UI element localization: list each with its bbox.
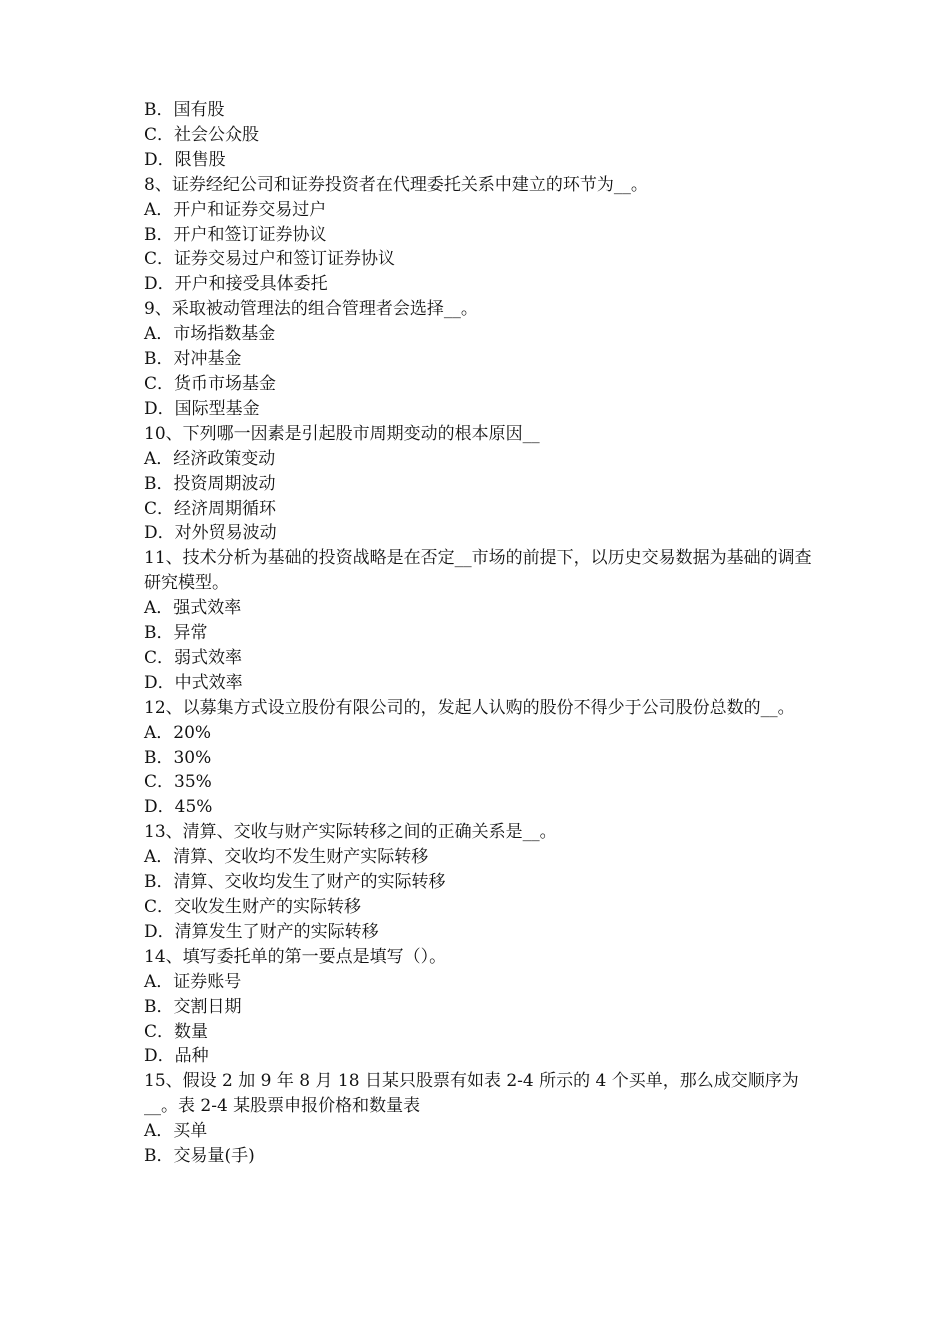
question-13 <box>144 820 814 945</box>
question-stem: 9、采取被动管理法的组合管理者会选择__。 <box>144 299 478 320</box>
option-line: C．弱式效率 <box>144 647 243 668</box>
option-line: C．货币市场基金 <box>144 373 277 394</box>
option-line: B．投资周期波动 <box>144 473 276 494</box>
option-line: C．社会公众股 <box>144 124 260 145</box>
option-line: B．异常 <box>144 623 208 644</box>
option-line: D．限售股 <box>144 149 226 170</box>
option-line: B．国有股 <box>144 100 225 120</box>
question-15 <box>144 1069 814 1169</box>
question-stem: 13、清算、交收与财产实际转移之间的正确关系是__。 <box>144 822 557 843</box>
option-line: C．经济周期循环 <box>144 498 277 519</box>
question-9 <box>144 297 814 422</box>
option-line: C．数量 <box>144 1021 209 1042</box>
question-10 <box>144 422 814 547</box>
option-line: A．买单 <box>144 1121 208 1142</box>
question-stem: 12、以募集方式设立股份有限公司的，发起人认购的股份不得少于公司股份总数的__。 <box>144 697 795 718</box>
option-line: B．清算、交收均发生了财产的实际转移 <box>144 872 446 893</box>
option-line: A．经济政策变动 <box>144 448 276 469</box>
option-line: A．清算、交收均不发生财产实际转移 <box>144 847 429 868</box>
option-line: A．证券账号 <box>144 971 242 992</box>
option-line: D．开户和接受具体委托 <box>144 274 328 295</box>
question-8 <box>144 173 814 298</box>
question-14 <box>144 945 814 1070</box>
option-line: B．30% <box>144 747 212 768</box>
option-line: D．国际型基金 <box>144 398 260 419</box>
option-line: C．35% <box>144 772 212 793</box>
option-line: C．交收发生财产的实际转移 <box>144 897 362 917</box>
document-page <box>144 98 814 1169</box>
option-line: C．证券交易过户和签订证券协议 <box>144 249 396 270</box>
question-stem: 14、填写委托单的第一要点是填写（）。 <box>144 946 447 967</box>
option-line: A．市场指数基金 <box>144 324 276 345</box>
option-line: B．对冲基金 <box>144 349 242 370</box>
question-stem: 15、假设 2 加 9 年 8 月 18 日某只股票有如表 2-4 所示的 4 个买单，那么成交顺序为__。表 2-4 某股票申报价格和数量表 <box>144 1071 799 1117</box>
option-line: D．对外贸易波动 <box>144 523 277 544</box>
option-line: D．45% <box>144 797 213 818</box>
question-stem: 10、下列哪一因素是引起股市周期变动的根本原因__ <box>144 423 540 444</box>
option-line: D．清算发生了财产的实际转移 <box>144 921 379 942</box>
option-line: A．强式效率 <box>144 598 242 619</box>
question-stem: 11、技术分析为基础的投资战略是在否定__市场的前提下，以历史交易数据为基础的调查研究模型。 <box>144 548 812 594</box>
option-line: D．品种 <box>144 1046 209 1067</box>
option-line: B．交易量(手) <box>144 1146 255 1167</box>
option-line: A．20% <box>144 722 212 743</box>
option-line: D．中式效率 <box>144 672 243 693</box>
question-12 <box>144 696 814 821</box>
question-11 <box>144 546 814 695</box>
option-line: B．交割日期 <box>144 996 242 1017</box>
option-line: B．开户和签订证券协议 <box>144 224 327 245</box>
option-line: A．开户和证券交易过户 <box>144 199 327 220</box>
question-stem: 8、证券经纪公司和证券投资者在代理委托关系中建立的环节为__。 <box>144 174 648 195</box>
